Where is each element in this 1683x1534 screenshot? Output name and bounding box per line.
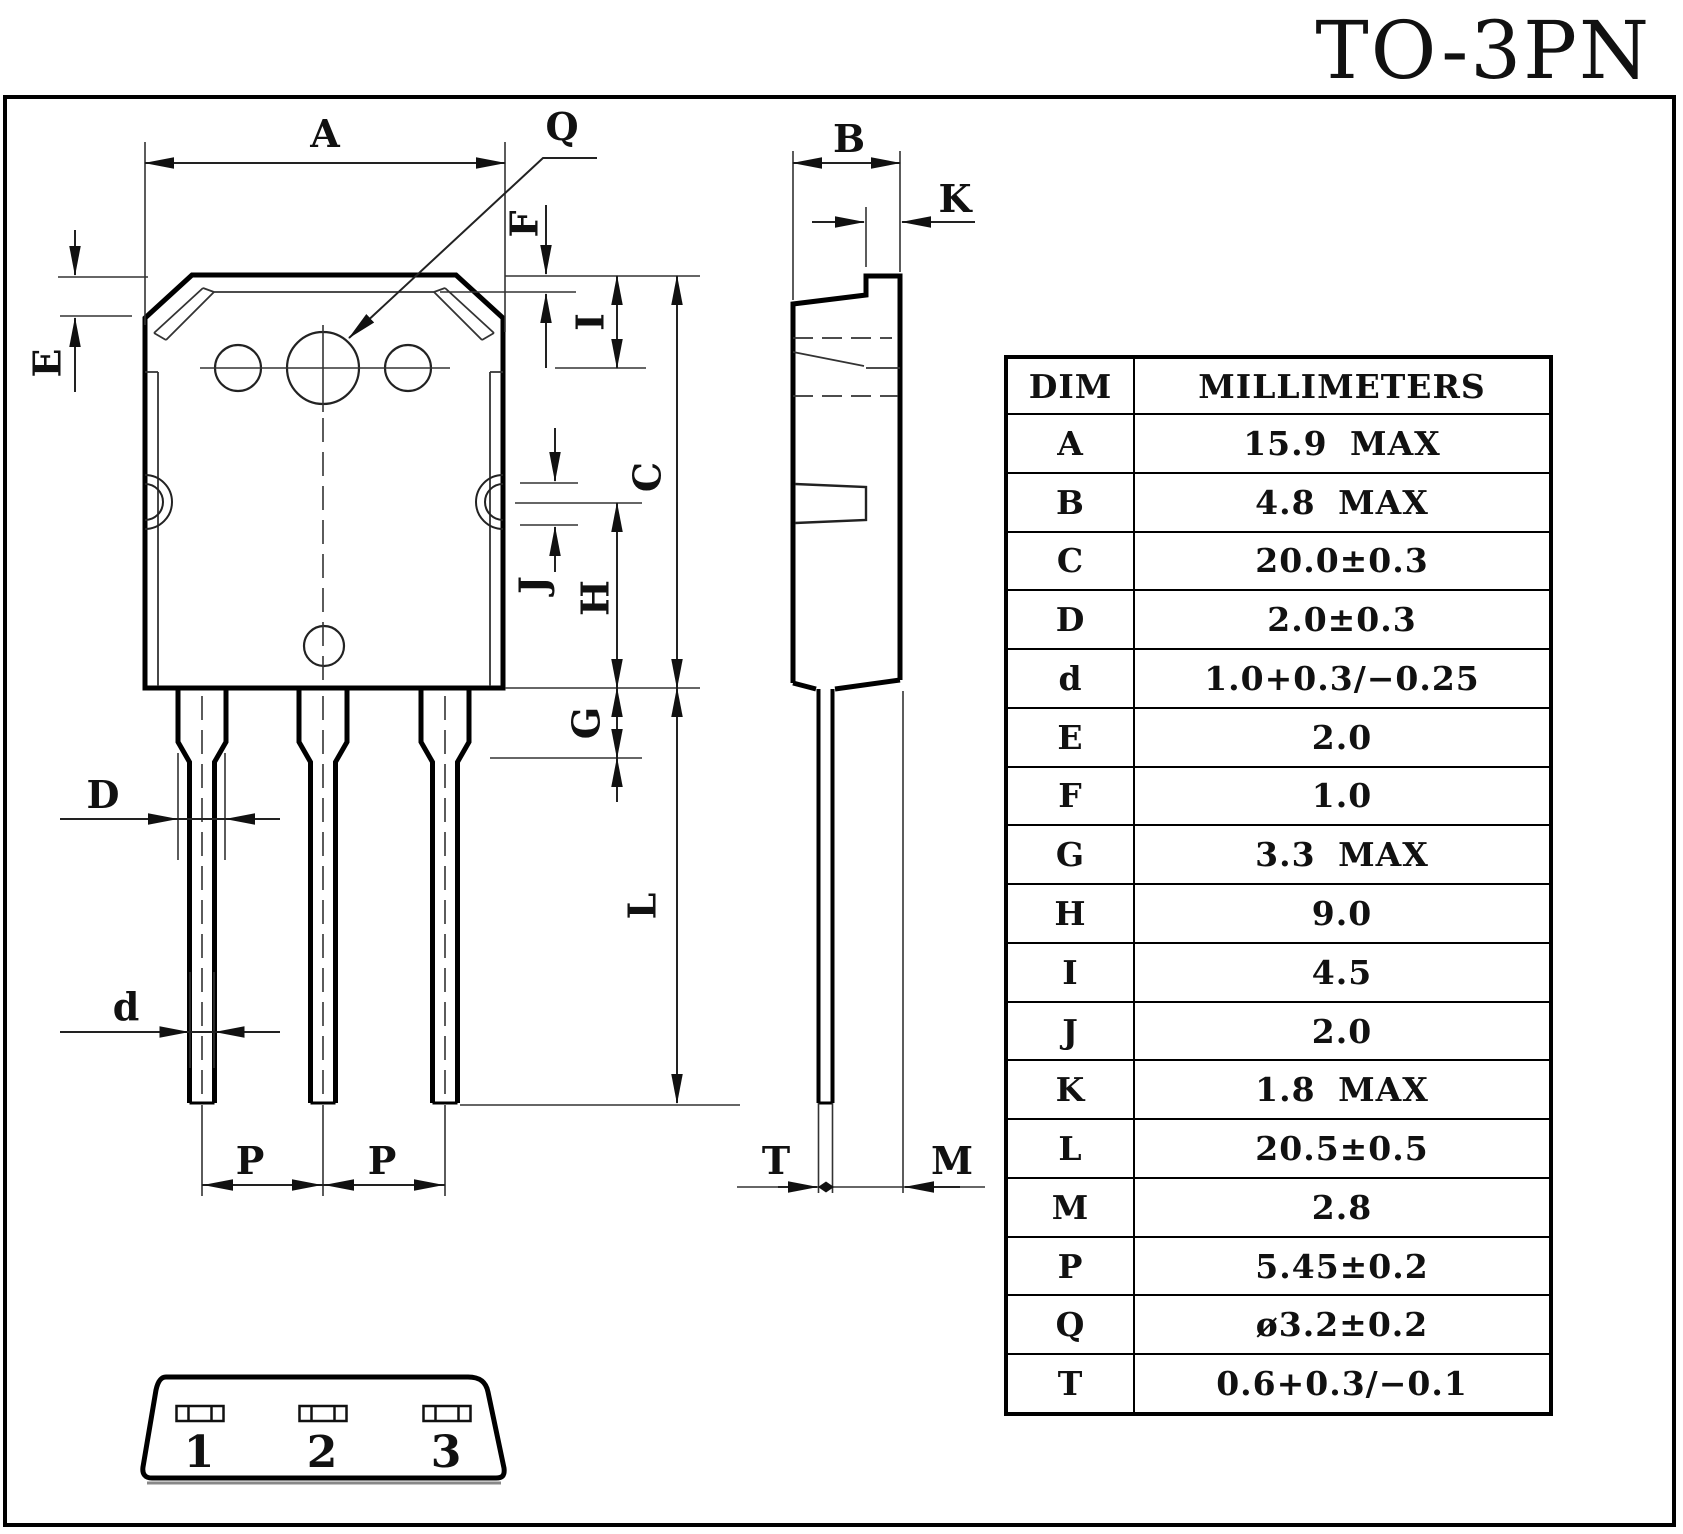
dim-cell: A: [1008, 415, 1135, 472]
table-row: [1008, 1118, 1549, 1177]
mm-cell: 2.8: [1311, 1187, 1373, 1227]
table-header-row: [1008, 359, 1549, 413]
dim-label-J: J: [510, 576, 556, 594]
dim-label-F: F: [501, 210, 547, 238]
table-header-mm: MILLIMETERS: [1198, 366, 1486, 406]
table-row: [1008, 1177, 1549, 1236]
mm-cell: 1.0: [1311, 776, 1373, 816]
pin-pads: [177, 1406, 471, 1421]
pin-number-3: 3: [430, 1427, 462, 1478]
t-dim-arrow-pair: [818, 1182, 834, 1193]
table-row: [1008, 766, 1549, 825]
table-row: [1008, 589, 1549, 648]
pin-number-1: 1: [183, 1427, 215, 1478]
dim-cell: B: [1008, 474, 1135, 531]
dim-cell: L: [1008, 1120, 1135, 1177]
mm-cell: 15.9 MAX: [1243, 423, 1441, 463]
dim-label-B: B: [832, 116, 866, 161]
table-row: [1008, 1001, 1549, 1060]
mm-cell: ø3.2±0.2: [1255, 1305, 1429, 1345]
dim-cell: K: [1008, 1061, 1135, 1118]
dim-label-d: d: [112, 984, 140, 1029]
dim-label-P1: P: [235, 1138, 265, 1183]
package-title: TO-3PN: [1315, 4, 1651, 97]
bottom-view: [143, 1377, 504, 1483]
table-row: [1008, 413, 1549, 472]
dim-label-Q: Q: [545, 104, 579, 149]
table-row: [1008, 1294, 1549, 1353]
table-row: [1008, 883, 1549, 942]
dim-label-D: D: [86, 772, 120, 817]
dim-label-I: I: [567, 313, 613, 331]
dim-label-M: M: [930, 1138, 974, 1183]
dim-label-L: L: [619, 892, 665, 920]
dim-cell: E: [1008, 709, 1135, 766]
mm-cell: 2.0: [1311, 1011, 1373, 1051]
dim-label-K: K: [938, 176, 972, 221]
table-row: [1008, 1236, 1549, 1295]
dim-cell: J: [1008, 1003, 1135, 1060]
front-view: [25, 104, 741, 1196]
dim-cell: T: [1008, 1355, 1135, 1412]
dim-label-P2: P: [367, 1138, 397, 1183]
mm-cell: 20.5±0.5: [1255, 1129, 1429, 1169]
dim-cell: I: [1008, 944, 1135, 1001]
table-row: [1008, 707, 1549, 766]
mm-cell: 4.8 MAX: [1255, 482, 1429, 522]
table-header-dim: DIM: [1008, 359, 1135, 413]
dim-cell: G: [1008, 826, 1135, 883]
dimension-table: [1004, 355, 1553, 1416]
mm-cell: 0.6+0.3/−0.1: [1216, 1364, 1468, 1404]
side-lead: [819, 689, 833, 1103]
dim-cell: C: [1008, 533, 1135, 590]
table-row: [1008, 648, 1549, 707]
dim-cell: d: [1008, 650, 1135, 707]
dim-cell: M: [1008, 1179, 1135, 1236]
mm-cell: 4.5: [1311, 952, 1373, 992]
pin-pad-3: [424, 1406, 471, 1421]
mm-cell: 3.3 MAX: [1255, 835, 1429, 875]
lead-2: [299, 688, 311, 1103]
side-body-outline: [793, 276, 900, 683]
pin-pad-2: [300, 1406, 347, 1421]
table-row: [1008, 942, 1549, 1001]
mm-cell: 20.0±0.3: [1255, 541, 1429, 581]
dim-label-H: H: [572, 580, 618, 616]
table-row: [1008, 472, 1549, 531]
mm-cell: 2.0±0.3: [1267, 600, 1417, 640]
table-row: [1008, 531, 1549, 590]
dim-cell: Q: [1008, 1296, 1135, 1353]
table-row: [1008, 1353, 1549, 1412]
mm-cell: 1.0+0.3/−0.25: [1204, 658, 1480, 698]
dim-cell: P: [1008, 1238, 1135, 1295]
mm-cell: 9.0: [1311, 893, 1373, 933]
dim-label-A: A: [310, 111, 340, 156]
table-row: [1008, 824, 1549, 883]
lead-1: [178, 688, 190, 1103]
pin-pad-1: [177, 1406, 224, 1421]
dim-label-G: G: [563, 706, 609, 740]
dim-cell: H: [1008, 885, 1135, 942]
dim-cell: F: [1008, 768, 1135, 825]
dim-label-E: E: [24, 348, 70, 378]
dim-label-T: T: [761, 1138, 791, 1183]
lead-3: [421, 688, 433, 1103]
mm-cell: 1.8 MAX: [1255, 1070, 1429, 1110]
pin-number-2: 2: [306, 1427, 338, 1478]
mm-cell: 5.45±0.2: [1255, 1246, 1429, 1286]
mm-cell: 2.0: [1311, 717, 1373, 757]
table-row: [1008, 1059, 1549, 1118]
dim-label-C: C: [624, 461, 670, 493]
side-view: [737, 116, 985, 1193]
dim-cell: D: [1008, 591, 1135, 648]
